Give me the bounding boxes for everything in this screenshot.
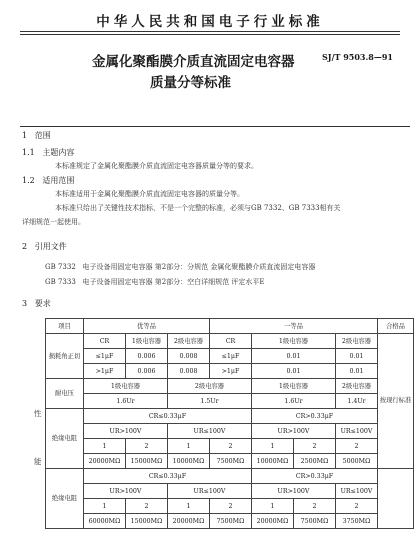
requirements-table: [45, 318, 414, 529]
table-head-grade-c: 一等品: [210, 319, 378, 334]
section-1-1-title: 主题内容: [42, 148, 75, 157]
endurance-v2: 1.5Ur: [168, 394, 252, 409]
insulation-d3: 20000MΩ: [168, 514, 210, 529]
section-1: [22, 130, 51, 141]
insulation-n1-b: 1: [168, 439, 210, 454]
insulation-ur-le-e: UR≤100V: [168, 484, 252, 499]
tangent-le-c: ≤1μF: [210, 349, 252, 364]
section-2: [22, 241, 67, 252]
endurance-hdr-a2: 2级电容器: [168, 379, 252, 394]
doc-title-line2: 质量分等标准: [150, 75, 231, 91]
tangent-gt-a: >1μF: [84, 364, 126, 379]
section-1-2-title: 适用范围: [42, 176, 75, 185]
insulation-a3: 10000MΩ: [168, 454, 210, 469]
tangent-c-le-2: 0.01: [336, 349, 378, 364]
insulation-ur-le-a: UR≤100V: [168, 424, 252, 439]
reference-2-code: GB 7333: [45, 278, 76, 286]
section-3: [22, 298, 51, 309]
tangent-cr-a: CR: [84, 334, 126, 349]
endurance-v4: 1.4Ur: [336, 394, 378, 409]
insulation-d5: 20000MΩ: [252, 514, 294, 529]
insulation-d8: 3750MΩ: [336, 514, 378, 529]
insulation-n2-d: 2: [336, 439, 378, 454]
table-head-grade-a: 优等品: [84, 319, 210, 334]
insulation-n1-c: 1: [252, 439, 294, 454]
reference-2: [45, 277, 264, 287]
section-1-1-number: 1.1: [22, 148, 35, 157]
insulation-n2-e: 2: [126, 499, 168, 514]
insulation-d1: 60000MΩ: [84, 514, 126, 529]
endurance-v3: 1.6Ur: [252, 394, 336, 409]
endurance-label: 耐电压: [46, 379, 84, 409]
tangent-hdr-a2: 2级电容器: [168, 334, 210, 349]
endurance-v1: 1.6Ur: [84, 394, 168, 409]
insulation-n1-e: 1: [84, 499, 126, 514]
tangent-hdr-c1: 1级电容器: [252, 334, 336, 349]
insulation-n2-a: 2: [126, 439, 168, 454]
reference-1: [45, 262, 315, 272]
insulation-b2: CR>0.33μF: [252, 469, 378, 484]
insulation-ur-le-f: UR≤100V: [336, 484, 378, 499]
section-1-2-text3: 详细规范一起使用。: [22, 218, 85, 226]
section-2-number: 2: [22, 242, 28, 251]
reference-2-text: 电子设备用固定电容器 第2部分：空白详细规范 评定水平E: [82, 278, 265, 286]
section-1-2: [22, 175, 74, 186]
tangent-le-a: ≤1μF: [84, 349, 126, 364]
table-head-grade-note: 合格品: [378, 319, 414, 334]
insulation-c3: 5000MΩ: [336, 454, 378, 469]
insulation-label: 绝缘电阻: [46, 409, 84, 469]
section-1-title: 范围: [34, 131, 51, 140]
tangent-hdr-c2: 2级电容器: [336, 334, 378, 349]
section-1-number: 1: [22, 131, 28, 140]
tangent-a-le-1: 0.006: [126, 349, 168, 364]
tangent-c-gt-2: 0.01: [336, 364, 378, 379]
section-1-1-text: 本标准规定了金属化聚酯膜介质直流固定电容器质量分等的要求。: [55, 162, 258, 170]
insulation-d4: 7500MΩ: [210, 514, 252, 529]
section-2-title: 引用文件: [34, 242, 67, 251]
tangent-c-le-1: 0.01: [252, 349, 336, 364]
table-side-blank: [378, 469, 414, 529]
tangent-gt-c: >1μF: [210, 364, 252, 379]
tangent-hdr-a1: 1级电容器: [126, 334, 168, 349]
insulation-c1: 10000MΩ: [252, 454, 294, 469]
tangent-c-gt-1: 0.01: [252, 364, 336, 379]
reference-1-code: GB 7332: [45, 263, 76, 271]
section-1-1: [22, 147, 74, 158]
insulation-n1-a: 1: [84, 439, 126, 454]
section-divider: [20, 126, 410, 127]
table-head-item: 项目: [46, 319, 84, 334]
insulation-ur-gt-a: UR>100V: [84, 424, 168, 439]
insulation-ur-gt-e: UR>100V: [84, 484, 168, 499]
header-rule-bottom: [20, 34, 400, 35]
section-1-2-number: 1.2: [22, 176, 35, 185]
header-org: 中华人民共和国电子行业标准: [96, 14, 324, 30]
section-3-number: 3: [22, 299, 28, 308]
table-side-label-top: 性: [34, 409, 42, 418]
standard-number: SJ/T 9503.8—91: [322, 52, 393, 62]
insulation-b1: CR≤0.33μF: [84, 469, 252, 484]
endurance-hdr-c2: 2级电容器: [336, 379, 378, 394]
insulation-n2-b: 2: [210, 439, 252, 454]
tangent-a-gt-1: 0.006: [126, 364, 168, 379]
insulation-n2-g: 2: [294, 499, 336, 514]
tangent-label: 损耗角正切: [46, 334, 84, 379]
insulation-a1: 20000MΩ: [84, 454, 126, 469]
table-side-label-bottom: 能: [34, 457, 42, 466]
insulation-a2: 15000MΩ: [126, 454, 168, 469]
insulation-a4: 7500MΩ: [210, 454, 252, 469]
section-3-title: 要求: [34, 299, 51, 308]
section-1-2-text2: 本标准只给出了关键性技术指标，不是一个完整的标准，必须与GB 7332、GB 7333相有关: [55, 204, 341, 212]
tangent-cr-c: CR: [210, 334, 252, 349]
insulation-label-2: 绝缘电阻: [46, 469, 84, 529]
insulation-gt: CR>0.33μF: [252, 409, 378, 424]
header-rule-top: [20, 31, 400, 32]
section-1-2-text1: 本标准适用于金属化聚酯膜介质直流固定电容器的质量分等。: [55, 190, 244, 198]
tangent-a-le-2: 0.008: [168, 349, 210, 364]
doc-title-line1: 金属化聚酯膜介质直流固定电容器: [92, 54, 295, 70]
insulation-d6: 7500MΩ: [294, 514, 336, 529]
insulation-d2: 15000MΩ: [126, 514, 168, 529]
insulation-le: CR≤0.33μF: [84, 409, 252, 424]
insulation-n2-h: 2: [336, 499, 378, 514]
insulation-n1-f: 1: [168, 499, 210, 514]
insulation-n1-g: 1: [252, 499, 294, 514]
endurance-hdr-c1: 1级电容器: [252, 379, 336, 394]
reference-1-text: 电子设备用固定电容器 第2部分：分规范 金属化聚酯膜介质直流固定电容器: [82, 263, 316, 271]
insulation-ur-gt-f: UR>100V: [252, 484, 336, 499]
table-side-note: 按现行标准: [378, 334, 414, 469]
tangent-a-gt-2: 0.008: [168, 364, 210, 379]
insulation-ur-le-c: UR≤100V: [336, 424, 378, 439]
endurance-hdr-a1: 1级电容器: [84, 379, 168, 394]
insulation-n2-c: 2: [294, 439, 336, 454]
insulation-n2-f: 2: [210, 499, 252, 514]
insulation-ur-gt-c: UR>100V: [252, 424, 336, 439]
insulation-c2: 2500MΩ: [294, 454, 336, 469]
